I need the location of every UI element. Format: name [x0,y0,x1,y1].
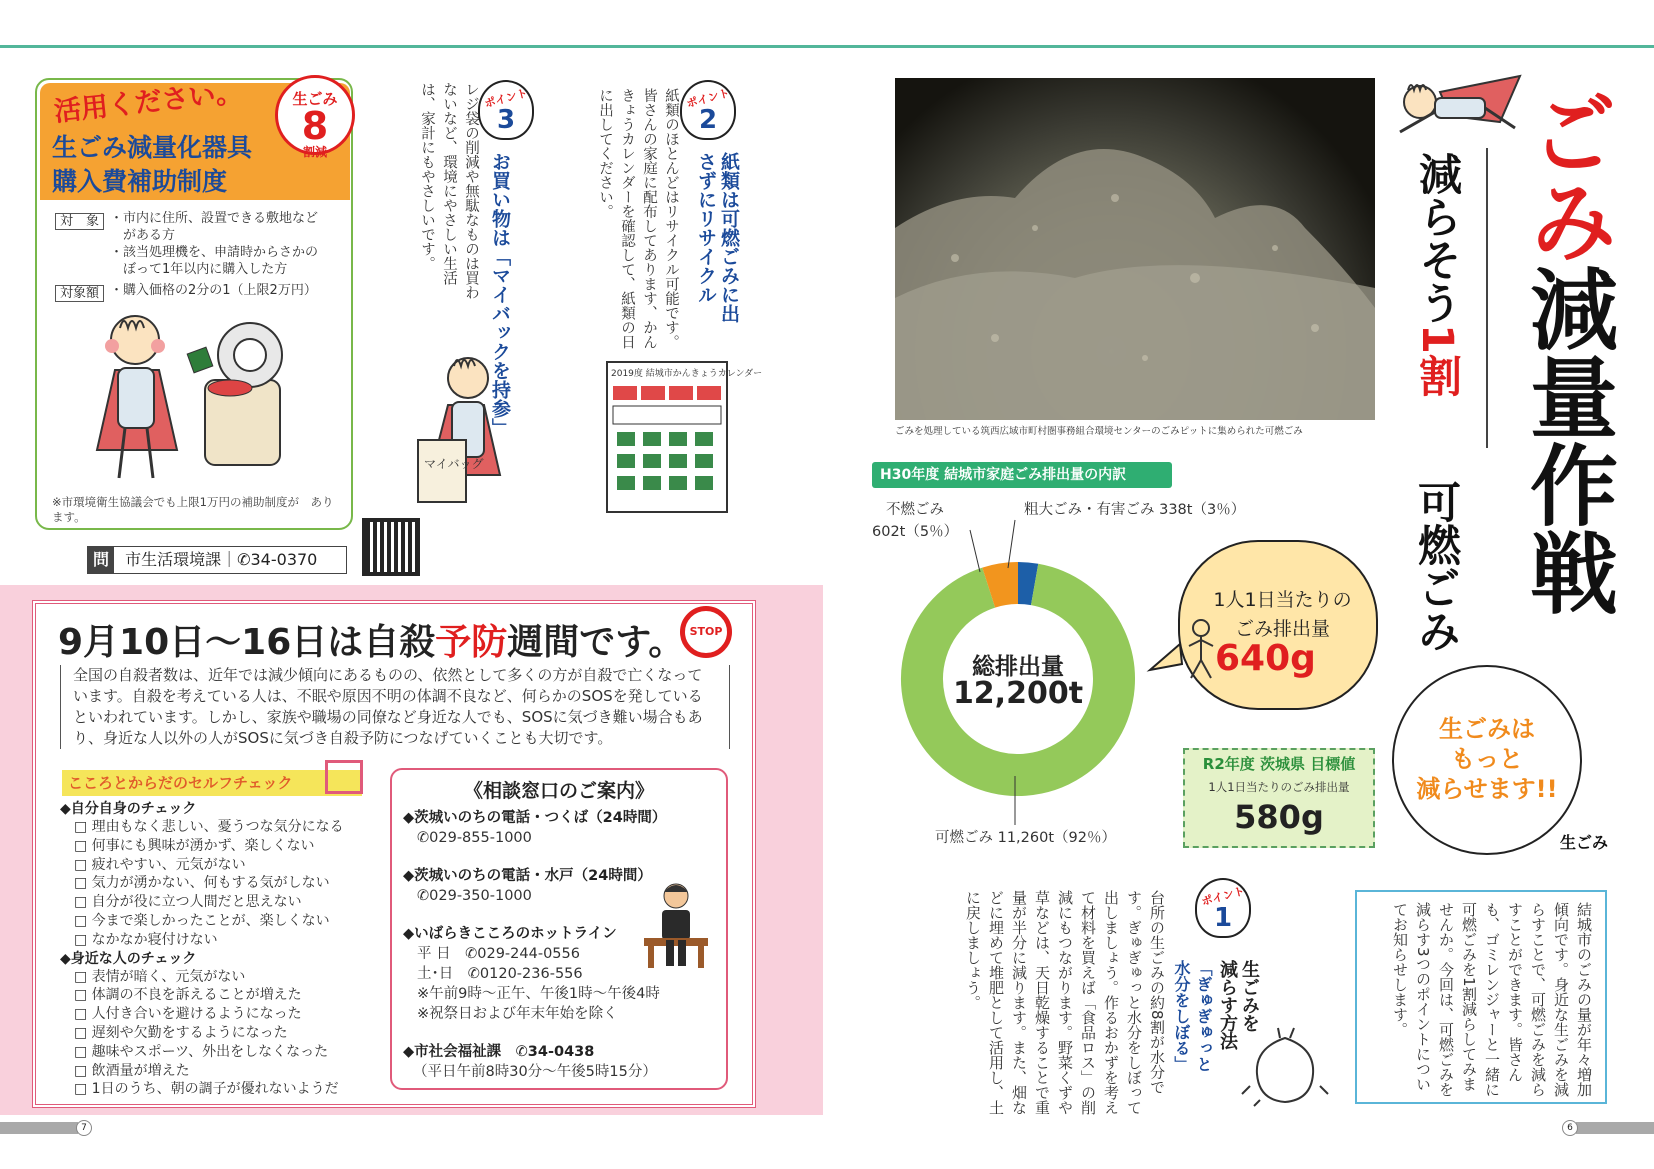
point3-body: レジ袋の削減や無駄なものは買わないなど、環境にやさしい生活は、家計にもやさしいです。 [419,82,479,300]
target-item: がある方 [110,228,176,243]
point3-bag-icon [478,80,534,140]
cloud-tail [1148,640,1188,680]
self-check-item: □ 自分が役に立つ人間だと思えない [74,894,302,911]
badge-line-3: 割減 [302,145,327,159]
prevention-title [58,614,684,665]
self-check-item: □ 気力が湧かない、何もする気がしない [74,875,330,892]
point2-bag-icon [680,80,736,140]
counsel-3-weekend[interactable]: 土･日 ✆0120-236-556 [417,966,583,982]
page-bar-right [1576,1122,1654,1134]
point3-number: 3 [496,105,516,135]
point1-number: 1 [1213,903,1233,933]
point2-body: 紙類のほとんどはリサイクル可能です。皆さんの家庭に配布してあります、かんきょうカレンダーを確認して、紙類の日に出してください。 [597,88,679,349]
photo-caption: ごみを処理している筑西広域市町村圏事務組合環境センターのごみピットに集められた可燃ごみ [895,426,1303,437]
hero-title-a: ごみ [1516,88,1619,264]
circle-line-3: 減らせます!! [1416,775,1558,803]
others-check-item: □ 飲酒量が増えた [74,1062,190,1079]
point3-label: ポイント [483,86,530,111]
chart-heading: H30年度 結城市家庭ごみ排出量の内訳 [872,462,1172,488]
badge-line-2: 8 [301,104,329,148]
point1-body: 台所の生ごみの約8割が水分です。ぎゅぎゅっと水分をしぼって出しましょう。作るおかずを考えて材料を買えば「食品ロス」の削減にもつながります。野菜くずや草などは、天日乾燥することで重量が半分に減ります。また、畑などに埋めて堆肥として活用し、土に戻しましょう。 [964,890,1166,1115]
counsel-3-note: ※祝祭日および年末年始を除く [417,1006,618,1022]
subsidy-title-1: 生ごみ減量化器具 [52,133,253,162]
person-icon [1183,618,1219,680]
self-check-item: □ 何事にも興味が湧かず、楽しくない [74,837,315,854]
calendar-illustration [605,360,763,518]
page-number-right: 6 [1562,1120,1578,1136]
hero-sub-b: 1割 [1412,324,1462,397]
point1-bag-icon [1195,878,1251,938]
others-check-item: □ 1日のうち、朝の調子が優れないようだ [74,1081,339,1098]
target-item: ・市内に住所、設置できる敷地など [110,211,319,226]
others-check-item: □ 趣味やスポーツ、外出をしなくなった [74,1043,329,1060]
bag-text: マイバッグ [424,457,484,471]
counsel-1-tel[interactable]: ✆029-855-1000 [417,830,532,846]
prevention-body: 全国の自殺者数は、近年では減少傾向にあるものの、依然として多くの方が自殺で亡くなっています。自殺を考えている人は、不眠や原因不明の体調不良など、何らかのSOSを発しているといわれています。しかし、家族や職場の同僚など身近な人でも、SOSに気づき難い場合もあり、身近な人以外の人がSOSに気づき自殺予防につなげていくことも大切です。 [60,665,730,749]
counsel-title: 《相談窓口のご案内》 [463,780,654,802]
point2-title: 紙類は可燃ごみに出さずにリサイクル [695,152,740,323]
badge-line-1: 生ごみ [292,90,338,108]
target-item: ぼって1年以内に購入した方 [110,262,288,277]
counsel-4-hours: （平日午前8時30分〜午後5時15分） [413,1064,657,1080]
donut-center-value: 12,200t [952,676,1084,711]
point3-title: お買い物は「マイバックを持参」 [489,152,511,437]
others-check-item: □ 遅刻や欠勤をするようになった [74,1024,288,1041]
circle-line-2: もっと [1451,745,1523,773]
hero-title-b: 減量作戦 [1516,264,1619,616]
subsidy-note: ※市環境衛生協議会でも上限1万円の補助制度が あります。 [52,495,334,524]
target-sub: 1人1日当たりのごみ排出量 [1208,780,1350,794]
hero-title [1515,88,1619,616]
leader-lines [940,510,1080,830]
point1-title-d: 水分をしぼる」 [1172,960,1191,1072]
self-check-item: □ 今まで楽しかったことが、楽しくない [74,912,330,929]
garbage-pile-shape [895,78,1375,420]
self-check-item: □ なかなか寝付けない [74,931,218,948]
counsel-2-name: ◆茨城いのちの電話・水戸（24時間） [403,868,652,884]
self-check-list [60,800,380,1099]
label-burnable: 可燃ごみ 11,260t（92％） [935,830,1116,846]
counsel-2-tel[interactable]: ✆029-350-1000 [417,888,532,904]
counsel-3-name: ◆いばらきこころのホットライン [403,926,617,942]
label-nonburnable-value: 602t（5％） [872,524,959,540]
bottom-band [0,1115,823,1169]
point2-label: ポイント [685,86,732,111]
target-list [110,210,345,278]
point2-number: 2 [698,105,718,135]
reduction-badge [275,75,355,159]
garbage-pit-photo [895,78,1375,420]
counsel-3-hours: ※午前9時〜正午、午後1時〜午後4時 [417,986,660,1002]
counsel-3-weekday[interactable]: 平 日 ✆029-244-0556 [417,946,580,962]
counsel-1-name: ◆茨城いのちの電話・つくば（24時間） [403,810,667,826]
self-check-item: □ 理由もなく悲しい、憂うつな気分になる [74,819,344,835]
hero-subtitle [1412,152,1462,397]
prevention-title-c: 週間です。 [507,622,685,663]
calendar-title: 2019度 結城市かんきょうカレンダー [611,369,763,379]
gomiranger-flying-illustration [1380,72,1530,150]
intro-text: 結城市のごみの量が年々増加傾向です。身近な生ごみを減らすことで、可燃ごみを減らすことができます。皆さんも、ゴミレンジャーと一緒に可燃ごみを1割減らしてみませんか。今回は、可燃ごみを減らす3つのポイントについてお知らせします。 [1391,902,1593,1097]
prevention-title-a: 9月10日〜16日は自殺 [58,622,436,663]
donut-center-label: 総排出量 [972,654,1064,680]
target-title: R2年度 茨城県 目標値 [1202,755,1356,773]
self-heading: ◆自分自身のチェック [60,801,197,817]
contact-mark: 問 [88,547,114,573]
target-label: 対 象 [55,213,104,230]
counsel-4-name: ◆市社会福祉課 ✆34-0438 [403,1044,595,1060]
squeeze-illustration [1240,1026,1330,1106]
point1-title-b: 減らす方法 [1217,960,1238,1050]
point1-label: ポイント [1200,884,1247,909]
others-check-item: □ 人付き合いを避けるようになった [74,1006,302,1023]
stop-icon: STOP [680,606,732,658]
others-check-item: □ 体調の不良を訴えることが増えた [74,987,302,1004]
subsidy-title-2: 購入費補助制度 [52,167,228,196]
target-value: 580g [1234,798,1324,836]
prevention-title-b: 予防 [435,622,508,663]
point1-title-c: 「ぎゅぎゅっと [1194,960,1213,1072]
cloud-value: 640g [1215,638,1316,679]
contact-text: 市生活環境課｜✆34-0370 [125,550,318,569]
subsidy-tag: 活用ください。 [52,77,244,128]
self-check-title: こころとからだのセルフチェック [62,770,362,796]
hero-subtitle-2: 可燃ごみ [1411,480,1461,652]
point1-title-a: 生ごみを [1239,960,1260,1032]
contact-line [87,546,347,574]
others-heading: ◆身近な人のチェック [60,950,197,967]
target-item: ・該当処理機を、申請時からさかの [110,245,319,260]
page-bar-left [0,1122,78,1134]
namagomi-tag: 生ごみ [1560,833,1609,852]
amount-label: 対象額 [55,285,104,302]
hero-sub-a: 減らそう [1412,152,1462,324]
self-check-item: □ 疲れやすい、元気がない [74,856,246,873]
label-bulky: 粗大ごみ・有害ごみ 338t（3％） [1024,502,1246,518]
page-number-left: 7 [76,1120,92,1136]
circle-line-1: 生ごみは [1439,715,1535,743]
cloud-line-1: 1人1日当たりの [1213,589,1352,611]
bench-man-illustration [640,880,712,970]
amount-row [55,282,104,301]
cloud-line-2: ごみ排出量 [1234,618,1330,640]
amount-text: ・購入価格の2分の1（上限2万円） [110,283,317,298]
checkbox-icon [325,760,363,794]
top-rule [0,45,1654,48]
mybag-illustration [410,350,520,515]
qr-code[interactable] [362,518,420,576]
target-row [55,210,104,229]
composter-illustration [90,300,290,490]
others-check-item: □ 表情が暗く、元気がない [74,968,246,985]
hero-divider [1486,148,1488,448]
label-nonburnable: 不燃ごみ [886,502,944,518]
